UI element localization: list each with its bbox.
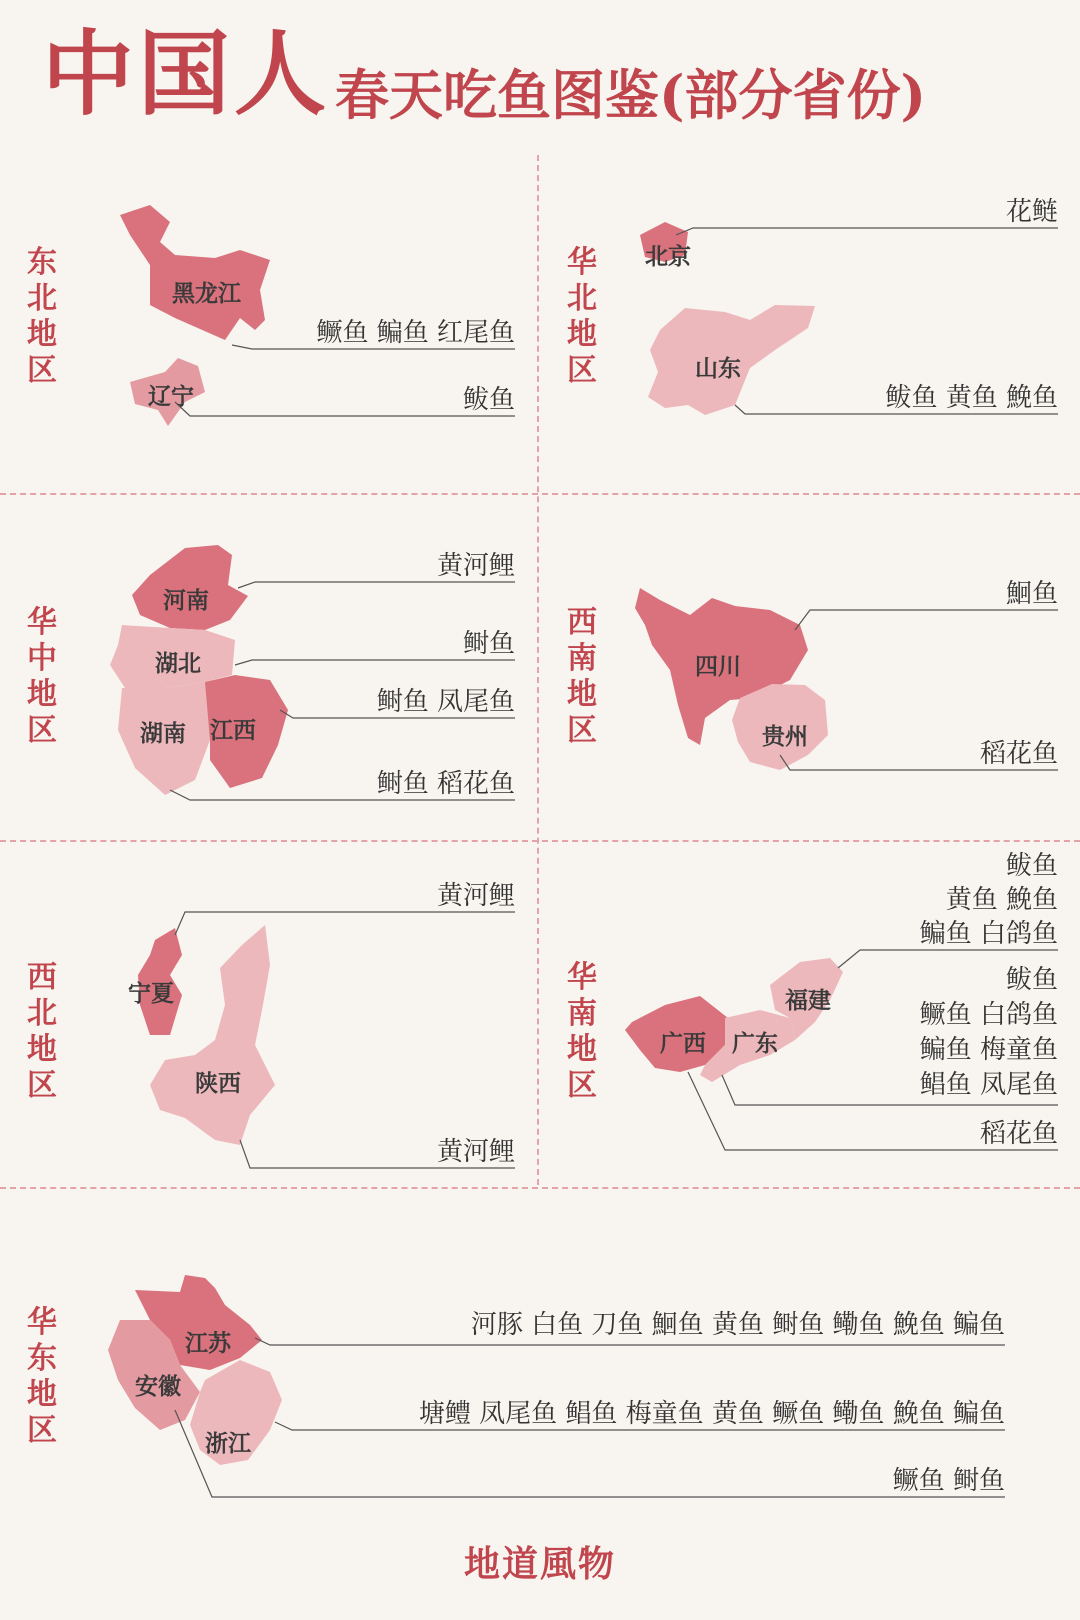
fish-shaanxi: 黄河鲤 [436,1137,515,1167]
region-label-south: 华南地区 [567,960,597,1103]
province-ningxia: 宁夏 [128,980,174,1007]
fish-henan: 黄河鲤 [436,551,515,581]
province-guangdong: 广东 [732,1030,778,1057]
map-heilongjiang [120,205,270,340]
province-anhui: 安徽 [135,1373,181,1400]
leader-beijing [676,228,1058,235]
fish-heilongjiang: 鳜鱼 鳊鱼 红尾鱼 [316,318,515,348]
leader-sichuan [795,610,1058,630]
province-jiangxi: 江西 [210,717,256,744]
province-beijing: 北京 [645,243,691,270]
region-label-central: 华中地区 [27,605,57,748]
province-fujian: 福建 [785,987,831,1014]
fish-ningxia: 黄河鲤 [436,881,515,911]
fish-guangdong-4: 鲳鱼 凤尾鱼 [919,1070,1058,1100]
page-subtitle: 春天吃鱼图鉴(部分省份) [335,63,927,127]
fish-shandong: 鲅鱼 黄鱼 鮸鱼 [885,383,1058,413]
leader-ningxia [175,912,515,935]
fish-guangdong-3: 鳊鱼 梅童鱼 [919,1035,1058,1065]
region-label-southwest: 西南地区 [567,605,597,748]
fish-fujian-1: 鲅鱼 [1005,851,1058,881]
fish-guizhou: 稻花鱼 [979,739,1058,769]
fish-guangdong-2: 鳜鱼 白鸽鱼 [919,1000,1058,1030]
province-jiangsu: 江苏 [185,1330,231,1357]
fish-fujian-2: 黄鱼 鮸鱼 [945,885,1058,915]
region-label-north: 华北地区 [567,245,597,388]
fish-zhejiang: 塘鳢 凤尾鱼 鲳鱼 梅童鱼 黄鱼 鳜鱼 鳓鱼 鮸鱼 鳊鱼 [418,1399,1005,1429]
province-henan: 河南 [163,587,209,614]
fish-guangdong-1: 鲅鱼 [1005,965,1058,995]
province-hunan: 湖南 [140,720,186,747]
leader-henan [238,582,515,588]
region-label-east: 华东地区 [27,1305,57,1448]
province-heilongjiang: 黑龙江 [172,280,241,307]
fish-beijing: 花鲢 [1005,197,1058,227]
region-label-northeast: 东北地区 [27,245,57,388]
province-liaoning: 辽宁 [148,383,194,410]
fish-fujian-3: 鳊鱼 白鸽鱼 [919,919,1058,949]
province-shandong: 山东 [695,355,741,382]
fish-anhui: 鳜鱼 鲥鱼 [892,1466,1005,1496]
province-shaanxi: 陕西 [195,1070,241,1097]
region-label-northwest: 西北地区 [27,960,57,1103]
leader-hubei [235,660,515,665]
footer-brand: 地道風物 [463,1543,616,1585]
province-sichuan: 四川 [695,653,741,680]
province-zhejiang: 浙江 [205,1430,251,1457]
fish-jiangsu: 河豚 白鱼 刀鱼 鮰鱼 黄鱼 鲥鱼 鳓鱼 鮸鱼 鳊鱼 [470,1310,1005,1340]
fish-sichuan: 鮰鱼 [1005,579,1058,609]
fish-jiangxi: 鲥鱼 凤尾鱼 [376,687,515,717]
fish-liaoning: 鲅鱼 [462,385,515,415]
fish-hunan: 鲥鱼 稻花鱼 [376,769,515,799]
province-guizhou: 贵州 [762,723,808,750]
fish-guangxi: 稻花鱼 [979,1119,1058,1149]
fish-hubei: 鲥鱼 [462,629,515,659]
province-hubei: 湖北 [155,650,201,677]
page-title: 中国人 [42,20,331,128]
province-guangxi: 广西 [660,1030,706,1057]
